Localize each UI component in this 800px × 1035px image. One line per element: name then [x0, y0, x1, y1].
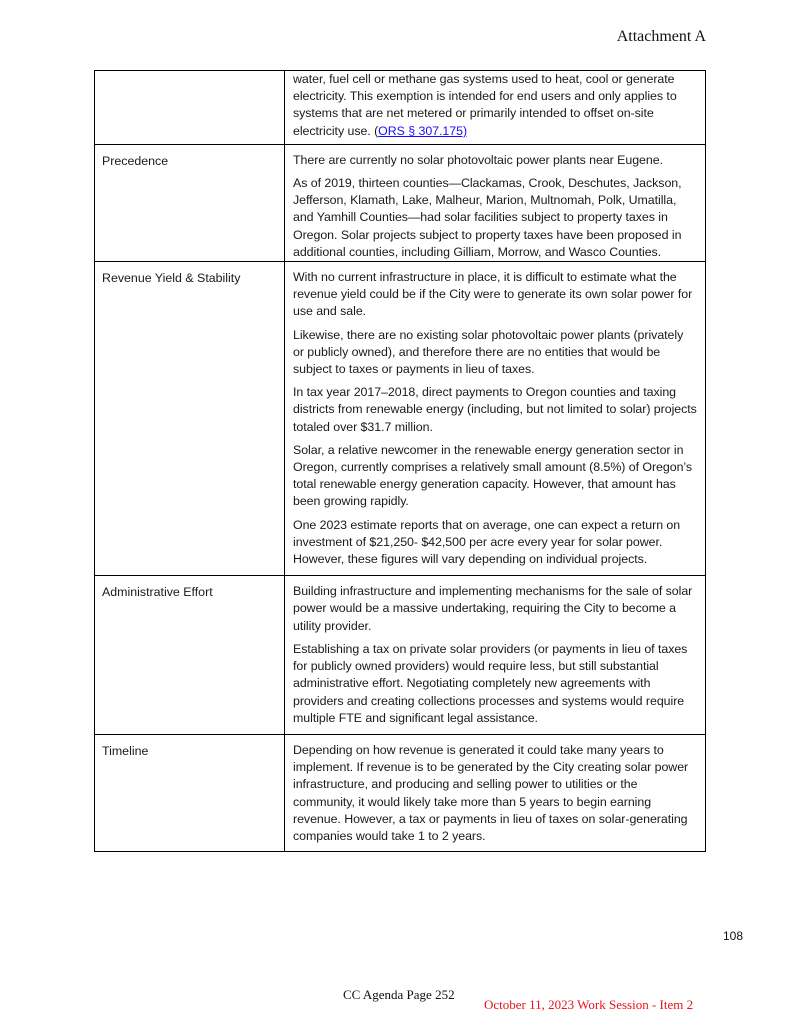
work-session-footer: October 11, 2023 Work Session - Item 2	[484, 997, 694, 1012]
row-label-precedence: Precedence	[95, 144, 285, 261]
row-content	[285, 71, 706, 145]
row-content	[285, 734, 706, 851]
table-row-timeline	[95, 734, 706, 851]
criteria-table	[94, 70, 706, 852]
content-paragraph: There are currently no solar photovoltaic power plants near Eugene.	[293, 152, 663, 167]
content-paragraph: With no current infrastructure in place, it is difficult to estimate what the revenue yield could be if the City were to generate its own solar power for use and sale.	[293, 270, 693, 319]
content-paragraph: Likewise, there are no existing solar photovoltaic power plants (privately or publicly owned), and therefore there are no entities that would be subject to taxes or payments in lieu of taxes.	[293, 327, 684, 377]
row-label-empty	[95, 71, 285, 145]
content-paragraph: In tax year 2017–2018, direct payments to Oregon counties and taxing districts from renewable energy (including, but not limited to solar) projects totaled over $31.7 million.	[293, 385, 697, 434]
content-paragraph	[293, 71, 697, 140]
content-paragraph: As of 2019, thirteen counties—Clackamas, Crook, Deschutes, Jackson, Jefferson, Klamath, Lake, Malheur, Marion, Multnomah, Polk, Umatilla, and Yamhill Counties—had solar facilities subject to property taxes in Oregon. Solar projects subject to property taxes have been proposed in additional counties, including Gilliam, Morrow, and Wasco Counties.	[293, 176, 682, 259]
content-paragraph: Depending on how revenue is generated it could take many years to implement. If revenue is to be generated by the City creating solar power infrastructure, and producing and selling power to utilities or the community, it would likely take more than 5 years to begin earning revenue. However, a tax or payments in lieu of taxes on solar-generating companies would take 1 to 2 years.	[293, 742, 689, 843]
agenda-page-footer: CC Agenda Page 252	[343, 987, 455, 1002]
table-row-revenue-yield	[95, 262, 706, 576]
page-number: 108	[723, 929, 744, 943]
table-row-precedence	[95, 144, 706, 261]
row-label-timeline: Timeline	[95, 734, 285, 851]
row-content	[285, 144, 706, 261]
row-label-revenue-yield: Revenue Yield & Stability	[95, 262, 285, 576]
ors-statute-link[interactable]: ORS § 307.175)	[378, 123, 468, 138]
row-label-administrative-effort: Administrative Effort	[95, 576, 285, 735]
content-paragraph: Establishing a tax on private solar providers (or payments in lieu of taxes for publicly owned providers) would require less, but still substantial administrative effort. Negotiating completely new agreements with providers and creating collections processes and systems would require multiple FTE and significant legal assistance.	[293, 641, 688, 725]
row-content	[285, 576, 706, 735]
table-row-administrative-effort	[95, 576, 706, 735]
content-paragraph: One 2023 estimate reports that on average, one can expect a return on investment of $21,250- $42,500 per acre every year for solar power. However, these figures will vary depending on individual projects.	[293, 517, 681, 567]
paragraph-text: water, fuel cell or methane gas systems used to heat, cool or generate electricity. This exemption is intended for end users and only applies to systems that are net metered or primarily intended to offset on-site electricity use. (	[293, 72, 677, 138]
table-row-continuation	[95, 71, 706, 145]
attachment-header: Attachment A	[616, 28, 706, 45]
content-paragraph: Building infrastructure and implementing mechanisms for the sale of solar power would be a massive undertaking, requiring the City to become a utility provider.	[293, 584, 693, 633]
row-content	[285, 262, 706, 576]
content-paragraph: Solar, a relative newcomer in the renewable energy generation sector in Oregon, currently comprises a relatively small amount (8.5%) of Oregon’s total renewable energy generation capacity. However, that amount has been growing rapidly.	[293, 442, 693, 509]
